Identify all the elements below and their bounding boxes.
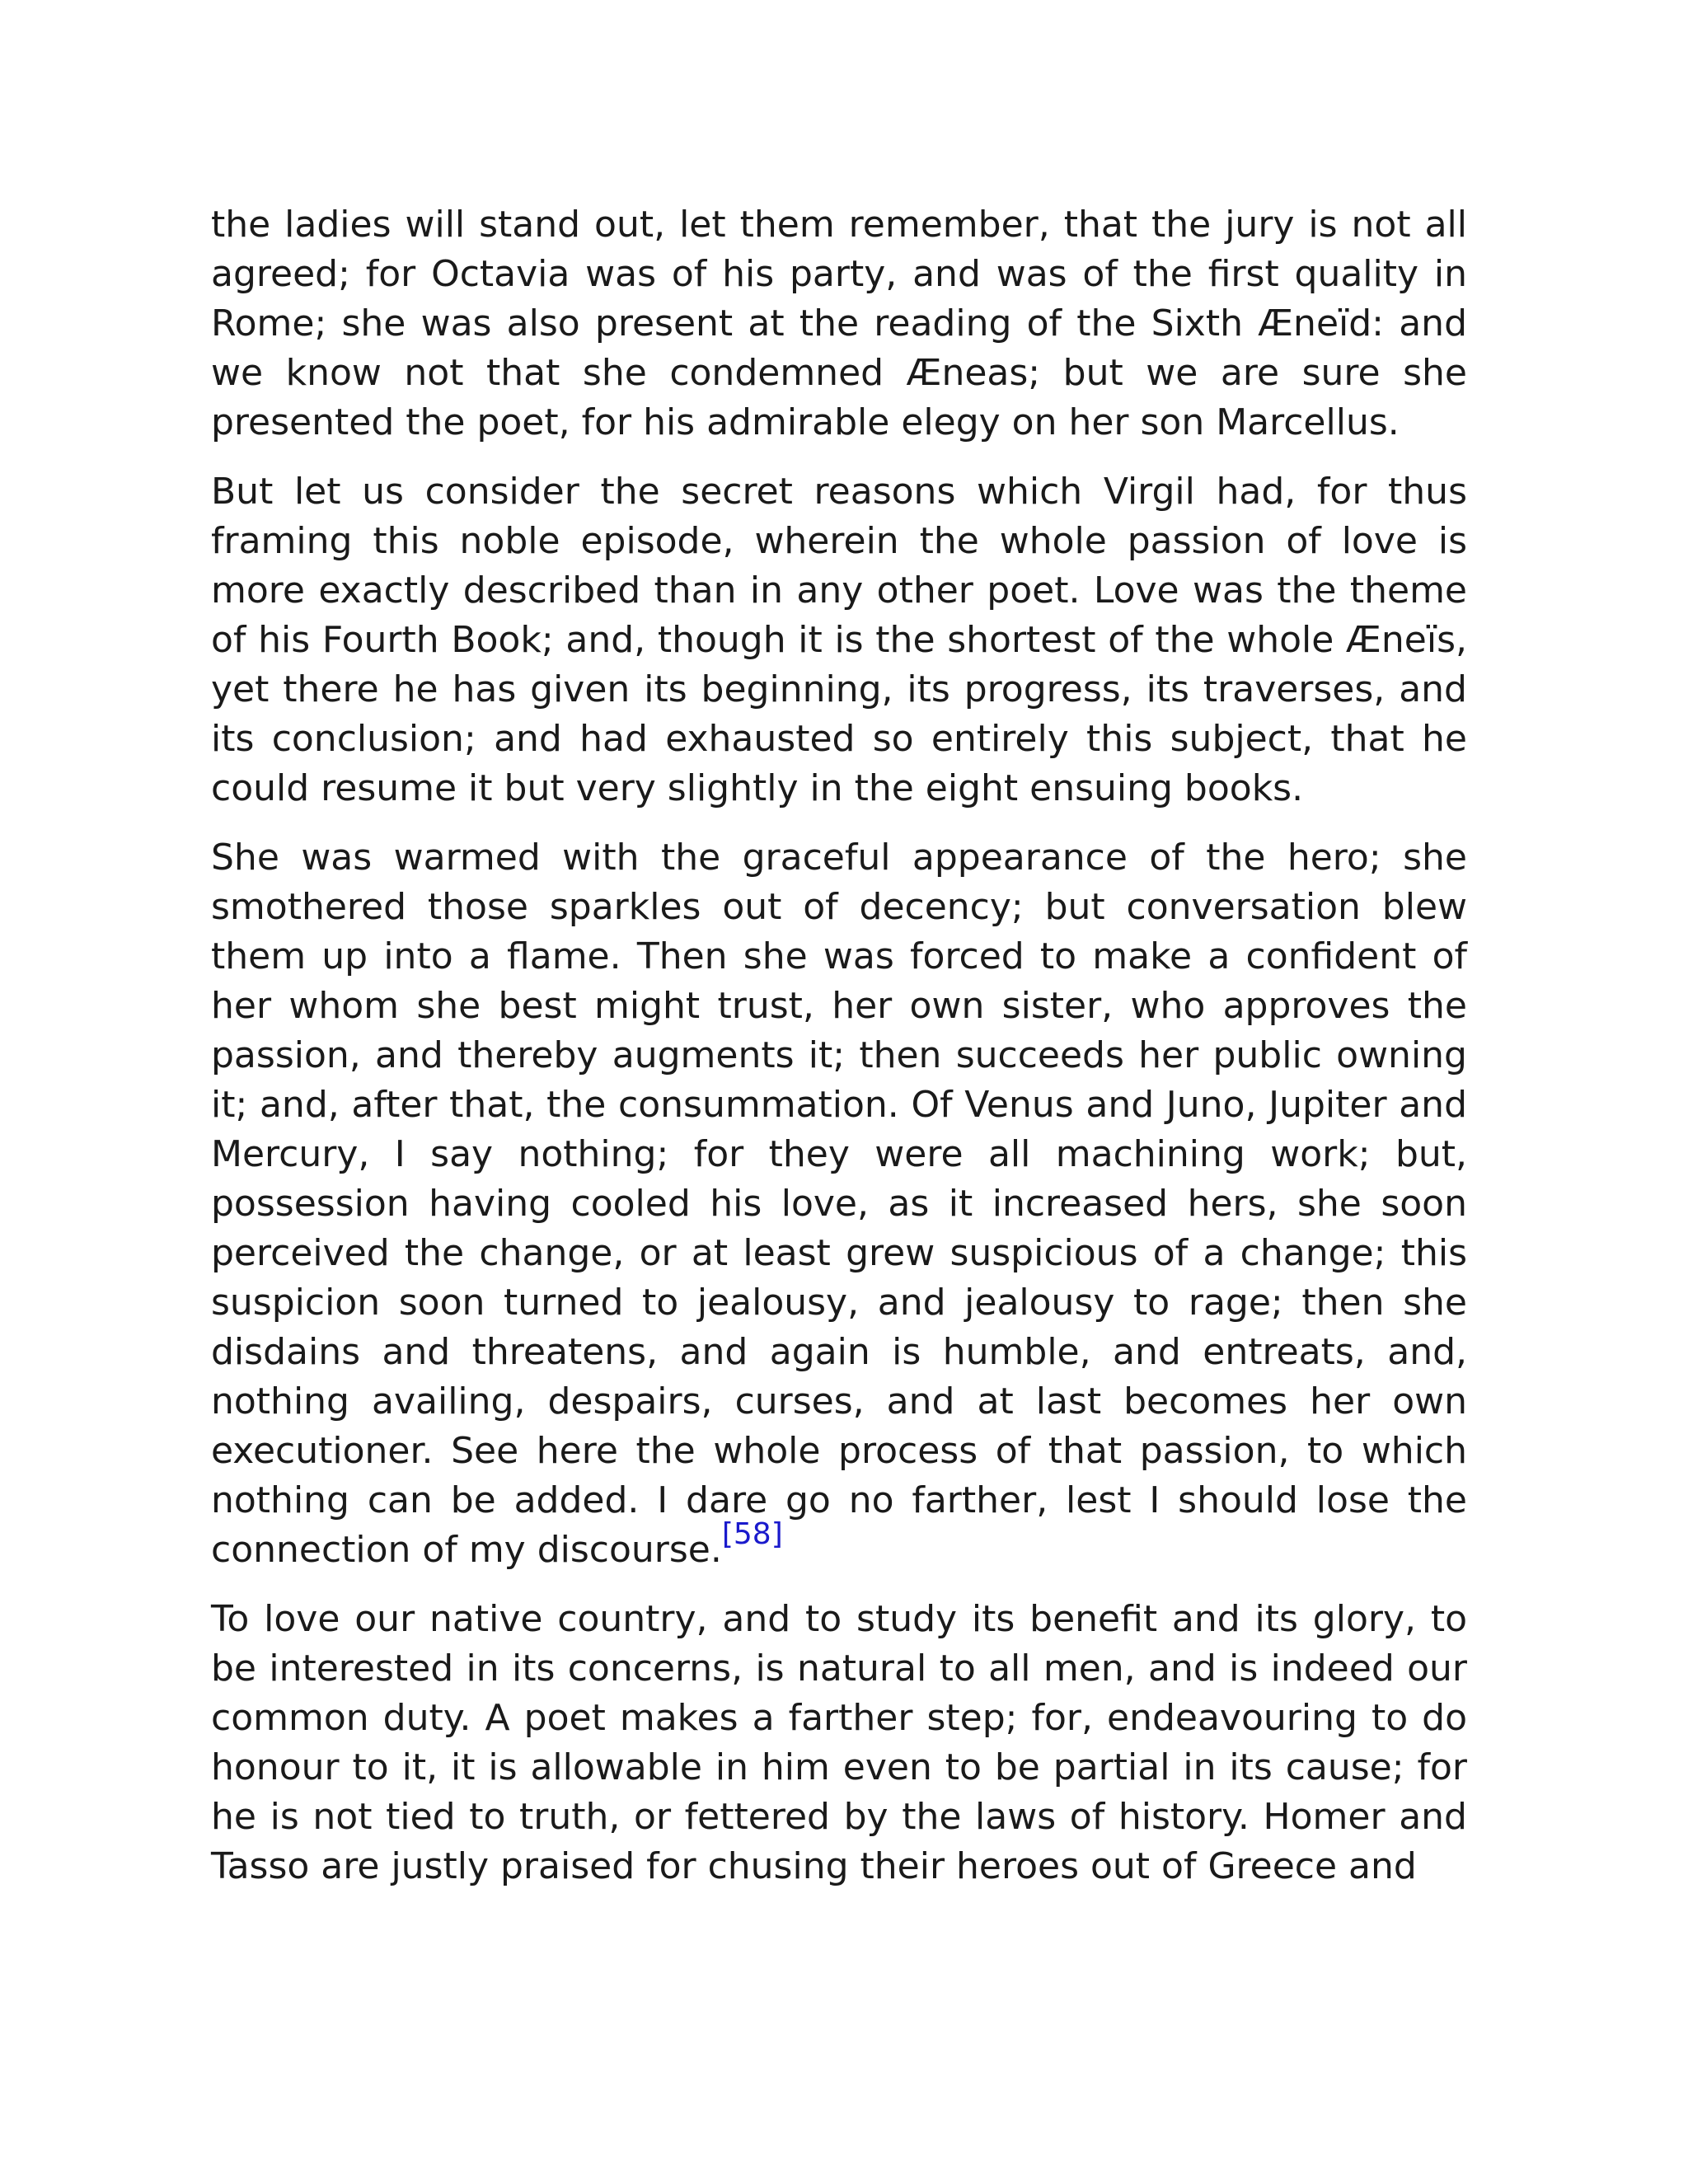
paragraph-1 [211, 200, 1467, 448]
paragraph-2-text: But let us consider the secret reasons which Virgil had, for thus framing this noble episode, wherein the whole passion of love is more exactly described than in any other poet. Love was the theme of his Fourth Book; and, though it is the shortest of the whole Æneïs, yet there he has given its beginning, its progress, its traverses, and its conclusion; and had exhausted so entirely this subject, that he could resume it but very slightly in the eight ensuing books. [211, 471, 1467, 809]
footnote-link-58[interactable]: [58] [721, 1517, 783, 1551]
paragraph-4 [211, 1595, 1467, 1891]
paragraph-4-text: To love our native country, and to study its benefit and its glory, to be interested in its concerns, is natural to all men, and is indeed our common duty. A poet makes a farther step; for, endeavouring to do honour to it, it is allowable in him even to be partial in its cause; for he is not tied to truth, or fettered by the laws of history. Homer and Tasso are justly praised for chusing their heroes out of Greece and [211, 1598, 1467, 1887]
paragraph-3-text: She was warmed with the graceful appearance of the hero; she smothered those sparkles out of decency; but conversation blew them up into a flame. Then she was forced to make a confident of her whom she best might trust, her own sister, who approves the passion, and thereby augments it; then succeeds her public owning it; and, after that, the consummation. Of Venus and Juno, Jupiter and Mercury, I say nothing; for they were all machining work; but, possession having cooled his love, as it increased hers, she soon perceived the change, or at least grew suspicious of a change; this suspicion soon turned to jealousy, and jealousy to rage; then she disdains and threatens, and again is humble, and entreats, and, nothing availing, despairs, curses, and at last becomes her own executioner. See here the whole process of that passion, to which nothing can be added. I dare go no farther, lest I should lose the connection of my discourse. [211, 837, 1467, 1571]
document-body [211, 200, 1467, 1911]
paragraph-1-text: the ladies will stand out, let them remember, that the jury is not all agreed; for Octavia was of his party, and was of the first quality in Rome; she was also present at the reading of the Sixth Æneïd: and we know not that she condemned Æneas; but we are sure she presented the poet, for his admirable elegy on her son Marcellus. [211, 204, 1467, 443]
paragraph-2 [211, 467, 1467, 813]
paragraph-3 [211, 833, 1467, 1575]
